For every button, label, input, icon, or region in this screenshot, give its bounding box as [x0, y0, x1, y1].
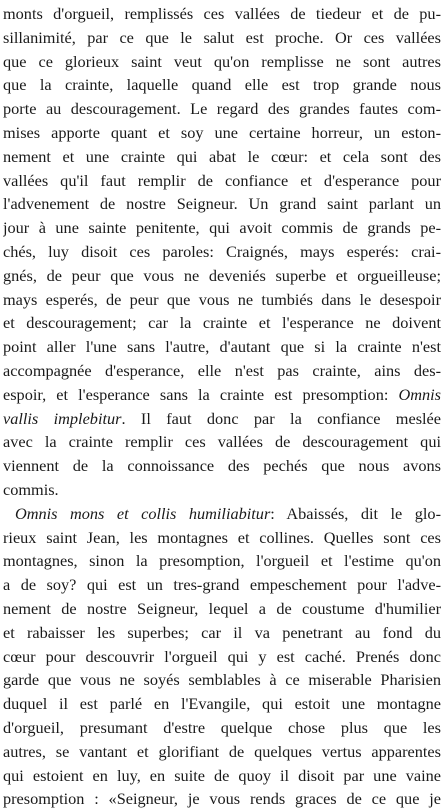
text-segment: que la crainte, laquelle quand elle est trop grande nous — [3, 75, 441, 95]
text-segment: qui estoient en luy, en suite de quoy il disoit par une vaine — [3, 765, 441, 785]
text-segment: chés, luy disoit ces paroles: Craignés, mays esperés: crai- — [3, 241, 441, 261]
text-line — [3, 26, 441, 50]
text-line — [3, 264, 441, 288]
text-line — [3, 216, 441, 240]
text-line — [3, 50, 441, 74]
text-segment: autres, se vantant et glorifiant de quelques vertus apparentes — [3, 741, 441, 761]
text-line — [3, 764, 441, 788]
text-line — [3, 502, 441, 526]
text-segment: presomption : «Seigneur, je vous rends graces de ce que je — [3, 789, 441, 809]
text-line — [3, 97, 441, 121]
text-line — [3, 478, 441, 502]
text-segment: sillanimité, par ce que le salut est proche. Or ces vallées — [3, 27, 441, 47]
text-segment: duquel il est parlé en l'Evangile, qui estoit une montagne — [3, 694, 441, 714]
text-segment: jour à une sainte penitente, qui avoit commis de grands pe- — [3, 218, 441, 238]
text-segment: avec la crainte remplir ces vallées de descouragement qui — [3, 432, 441, 452]
text-line — [3, 740, 441, 764]
text-line — [3, 311, 441, 335]
text-segment: monts d'orgueil, remplissés ces vallées de tiedeur et de pu- — [3, 4, 441, 23]
text-line — [3, 549, 441, 573]
text-line — [3, 2, 441, 26]
text-line — [3, 573, 441, 597]
text-line — [3, 359, 441, 383]
text-line — [3, 169, 441, 193]
text-segment: porte au descouragement. Le regard des grandes fautes com- — [3, 99, 441, 119]
text-line — [3, 668, 441, 692]
text-line — [3, 288, 441, 312]
latin-quotation: vallis implebitur — [3, 408, 122, 428]
text-line — [3, 454, 441, 478]
text-line — [3, 121, 441, 145]
text-line — [3, 692, 441, 716]
text-line — [3, 621, 441, 645]
text-segment: vallées qu'il faut remplir de confiance et d'esperance pour — [3, 170, 441, 190]
text-line — [3, 526, 441, 550]
text-line — [3, 383, 441, 407]
text-segment: accompagnée d'esperance, elle n'est pas crainte, ains des- — [3, 360, 441, 380]
text-line — [3, 645, 441, 669]
text-segment: point aller l'une sans l'autre, d'autant que si la crainte n'est — [3, 337, 441, 357]
text-segment: . Il faut donc par la confiance meslée — [121, 408, 441, 428]
text-segment: mises apporte quant et soy une certaine horreur, un eston- — [3, 122, 441, 142]
text-line — [3, 407, 441, 431]
text-segment: rieux saint Jean, les montagnes et collines. Quelles sont ces — [3, 527, 441, 547]
text-segment: montagnes, sinon la presomption, l'orgueil et l'estime qu'on — [3, 551, 441, 571]
text-line — [3, 73, 441, 97]
text-segment: nement et une crainte qui abat le cœur: et cela sont des — [3, 146, 441, 166]
text-line — [3, 716, 441, 740]
latin-quotation: Omnis mons et collis humiliabitur — [15, 503, 271, 523]
text-line — [3, 192, 441, 216]
latin-quotation: Omnis — [398, 384, 441, 404]
text-segment: espoir, et l'esperance sans la crainte est presomption: — [3, 384, 399, 404]
text-segment: d'orgueil, presumant d'estre quelque chose plus que les — [3, 717, 441, 737]
text-segment: que ce glorieux saint veut qu'on remplisse ne sont autres — [3, 51, 441, 71]
text-segment: et rabaisser les superbes; car il va penetrant au fond du — [3, 622, 441, 642]
text-line — [3, 240, 441, 264]
text-segment: : Abaissés, dit le glo- — [270, 503, 441, 523]
text-segment: viennent de la connoissance des pechés que nous avons — [3, 456, 441, 476]
text-segment: a de soy? qui est un tres-grand empeschement pour l'adve- — [3, 575, 441, 595]
text-segment: et descouragement; car la crainte et l'esperance ne doivent — [3, 313, 441, 333]
text-segment: cœur pour descouvrir l'orgueil qui y est caché. Prenés donc — [3, 646, 441, 666]
text-line — [3, 597, 441, 621]
text-line — [3, 787, 441, 811]
text-segment: gnés, de peur que vous ne deveniés superbe et orgueilleuse; — [3, 265, 441, 285]
text-line — [3, 335, 441, 359]
text-segment: l'advenement de nostre Seigneur. Un grand saint parlant un — [3, 194, 441, 214]
text-segment: garde que vous ne soyés semblables à ce miserable Pharisien — [3, 670, 441, 690]
text-line — [3, 430, 441, 454]
text-segment: nement de nostre Seigneur, lequel a de coustume d'humilier — [3, 598, 441, 618]
text-segment: mays esperés, de peur que vous ne tumbiés dans le desespoir — [3, 289, 441, 309]
text-segment: commis. — [3, 479, 59, 499]
text-line — [3, 145, 441, 169]
